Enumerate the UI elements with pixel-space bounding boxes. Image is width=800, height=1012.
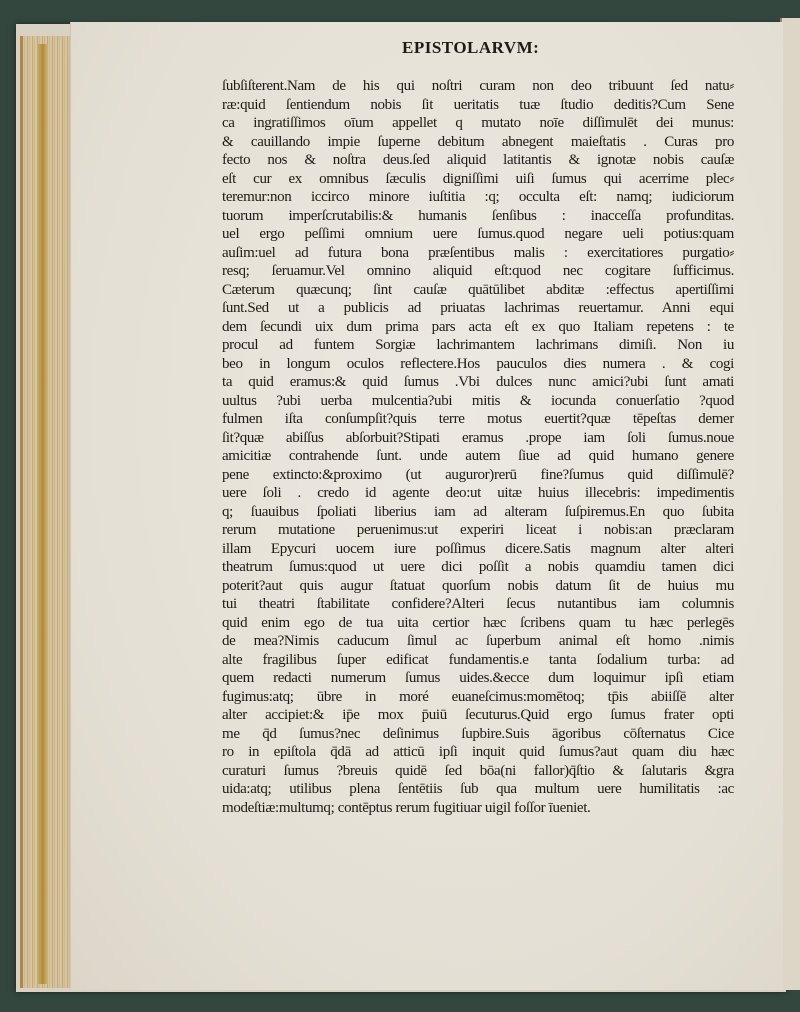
text-line: quid enim ego de tua uita certior hæc ſcribens quam tu hæc perlegēs (222, 614, 734, 631)
text-line: teremur:non iccirco minore iuſtitia :q; occulta eſt: namq; iudiciorum (222, 189, 734, 205)
text-line: uere ſoli . credo id agente deo:ut uitæ huius illecebris: impedimentis (222, 485, 734, 501)
text-line: ſit?quæ abiſſus abſorbuit?Stipati eramus .prope iam ſoli ſumus.noue (222, 429, 734, 446)
text-line: beo in longum oculos reflectere.Hos pauculos dies numera . & cogi (222, 355, 734, 372)
gilt-edge (38, 44, 48, 984)
text-line: modeſtiæ:multumq; contēptus rerum fugitiuar uigil foſſor īueniet. (222, 799, 591, 816)
text-line: alter accipiet:& ip̄e mox p̄uiū ſecuturus.Quid ergo ſumus frater opti (222, 707, 734, 723)
text-line: uel ergo peſſimi omnium uere ſumus.quod negare ueli potius:quam (222, 226, 734, 242)
text-line: me q̄d ſumus?nec deſinimus ſupbire.Suis āgoribus cōſternatus Cice (222, 725, 734, 742)
text-line: quem redacti numerum ſumus uides.&ecce dum loquimur ipſi etiam (222, 670, 734, 686)
text-line: fecto nos & noſtra deus.ſed aliquid latitantis & ignotæ nobis cauſæ (222, 152, 734, 168)
text-line: q; ſuauibus ſpoliati liberius iam ad alteram ſuſpiremus.En quo ſubita (222, 503, 734, 520)
text-line: pene extincto:&proximo (ut auguror)rerū fine?ſumus quid diſſimulē? (222, 466, 734, 483)
text-line: de mea?Nimis caducum ſimul ac ſuperbum animal eſt homo .nimis (222, 633, 734, 649)
text-line: dem ſecundi uix dum prima pars acta eſt ex quo Italiam repetens : te (222, 318, 734, 335)
text-line: alte fragilibus ſuper edificat fundamentis.e tanta ſodalium turba: ad (222, 651, 734, 668)
text-line: procul ad funtem Sorgiæ lachrimantem lachrimans dimiſi. Non iu (222, 337, 734, 353)
text-line: fugimus:atq; ūbre in moré euaneſcimus:momētoq; tp̄is abiiſſē alter (222, 688, 734, 705)
text-line: poterit?aut quis augur ſtatuat quorſum nobis datum ſit de huius mu (222, 577, 734, 594)
text-line: ro in epiſtola q̄dā ad atticū ipſi inquit quid ſumus?aut quam diu hæc (222, 744, 734, 760)
text-line: resq; ſeruamur.Vel omnino aliquid eſt:quod nec cogitare ſufficimus. (222, 263, 734, 279)
text-line: ſubſiſterent.Nam de his qui noſtri curam non deo tribuunt ſed natu⸗ (222, 78, 734, 94)
text-line: fulmen iſta conſumpſit?quis terre motus euertit?quæ tēpeſtas demer (222, 411, 734, 427)
facing-page-edge (780, 18, 800, 990)
text-line: eſt cur ex omnibus ſæculis digniſſimi uiſi ſumus qui acerrime plec⸗ (222, 170, 734, 187)
body-text (222, 77, 734, 817)
text-line: tuorum imperſcrutabilis:& humanis ſenſibus : inacceſſa profunditas. (222, 207, 734, 224)
text-line: curaturi ſumus ?breuis quidē ſed bōa(ni fallor)q̄ſtio & ſalutaris &gra (222, 762, 734, 779)
text-line: ca ingratiſſimos oīum appellet q mutato noīe diſſimulēt dei munus: (222, 115, 734, 131)
text-line: theatrum ſumus:quod ut uere dici poſſit a nobis quamdiu tamen dici (222, 559, 734, 575)
text-line: amicitiæ contrahende ſunt. unde autem ſiue ad quid humano genere (222, 448, 734, 464)
text-line: rerum mutatione peruenimus:ut experiri liceat i nobis:an præclaram (222, 522, 734, 538)
text-line: ſunt.Sed ut a publicis ad priuatas lachrimas reuertamur. Anni equi (222, 300, 734, 316)
text-line: ta quid eramus:& quid ſumus .Vbi dulces nunc amici?ubi ſunt amati (222, 374, 734, 390)
text-line: uida:atq; utilibus plena ſentētiis ſub qua multum uere humilitatis :ac (222, 781, 734, 797)
text-line: ræ:quid ſentiendum nobis ſit ueritatis tuæ ſtudio deditis?Cum Sene (222, 96, 734, 113)
text-line: illam Epycuri uocem iure poſſimus dicere.Satis magnum alter alteri (222, 540, 734, 557)
text-line: & cauillando impie ſuperne debitum abnegent maieſtatis . Curas pro (222, 133, 734, 150)
text-line: uultus ?ubi uerba mulcentia?ubi mitis & iocunda conuerſatio ?quod (222, 392, 734, 409)
running-head: EPISTOLARVM: (402, 38, 540, 57)
text-line: auſim:uel ad futura bona præſentibus malis : exercitatiores purgatio⸗ (222, 244, 734, 261)
text-line: tui theatri ſtabilitate confidere?Alteri ſecus nutantibus iam columnis (222, 596, 734, 612)
text-line: Cæterum quæcunq; ſint cauſæ quātūlibet abditæ :effectus apertiſſimi (222, 281, 734, 298)
